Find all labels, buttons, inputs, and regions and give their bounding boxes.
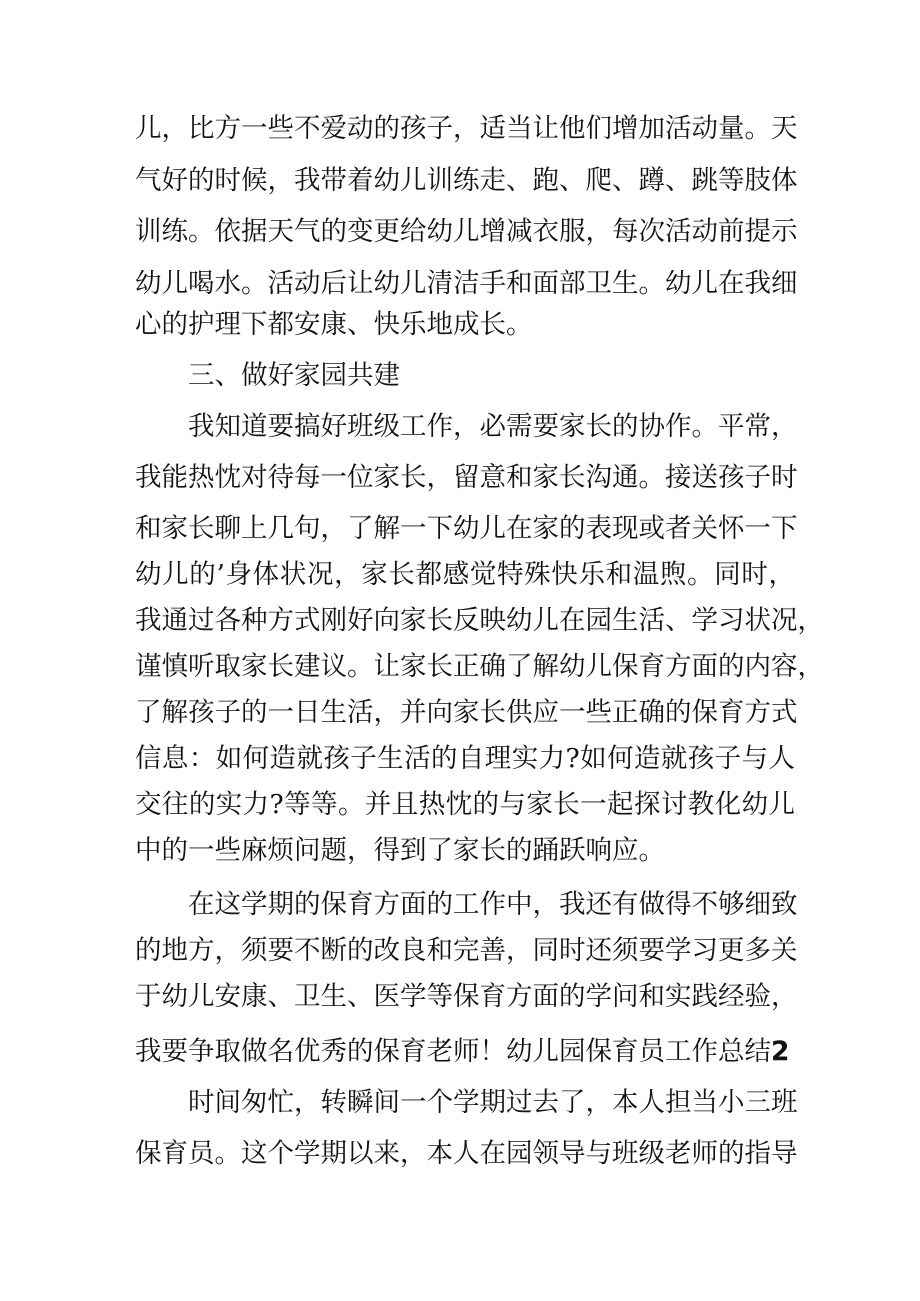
section-heading: 三、做好家园共建 (188, 360, 400, 391)
section-number: 2 (771, 1036, 790, 1067)
text-line: 交往的实力?等等。并且热忱的与家长一起探讨教化幼儿 (135, 789, 795, 820)
text-line: 气好的时候，我带着幼儿训练走、跑、爬、蹲、跳等肢体 (135, 165, 798, 196)
text-line: 谨慎听取家长建议。让家长正确了解幼儿保育方面的内容， (135, 651, 824, 682)
text-line: 我能热忱对待每一位家长，留意和家长沟通。接送孩子时 (135, 462, 798, 493)
closing-line-text: 我要争取做名优秀的保育老师！幼儿园保育员工作总结 (135, 1036, 771, 1067)
text-line: 心的护理下都安康、快乐地成长。 (135, 309, 533, 340)
text-line: 和家长聊上几句，了解一下幼儿在家的表现或者关怀一下 (135, 513, 798, 544)
text-line: 训练。依据天气的变更给幼儿增减衣服，每次活动前提示 (135, 216, 798, 247)
text-line: 了解孩子的一日生活，并向家长供应一些正确的保育方式 (135, 697, 798, 728)
paragraph-first-line: 在这学期的保育方面的工作中，我还有做得不够细致 (188, 889, 798, 920)
text-line: 儿，比方一些不爱动的孩子，适当让他们增加活动量。天 (135, 113, 798, 144)
paragraph-first-line: 我知道要搞好班级工作，必需要家长的协作。平常， (188, 411, 798, 442)
text-line: 保育员。这个学期以来，本人在园领导与班级老师的指导 (135, 1138, 798, 1169)
text-line: 幼儿喝水。活动后让幼儿清洁手和面部卫生。幼儿在我细 (135, 268, 798, 299)
text-line-with-title (135, 1030, 795, 1074)
text-line: 幼儿的’身体状况，家长都感觉特殊快乐和温煦。同时， (135, 559, 795, 590)
text-line: 信息：如何造就孩子生活的自理实力?如何造就孩子与人 (135, 743, 795, 774)
text-line: 我通过各种方式刚好向家长反映幼儿在园生活、学习状况， (135, 605, 824, 636)
text-line: 的地方，须要不断的改良和完善，同时还须要学习更多关 (135, 935, 798, 966)
text-line: 中的一些麻烦问题，得到了家长的踊跃响应。 (135, 835, 665, 866)
paragraph-first-line: 时间匆忙，转瞬间一个学期过去了，本人担当小三班 (188, 1087, 798, 1118)
text-line: 于幼儿安康、卫生、医学等保育方面的学问和实践经验， (135, 981, 798, 1012)
